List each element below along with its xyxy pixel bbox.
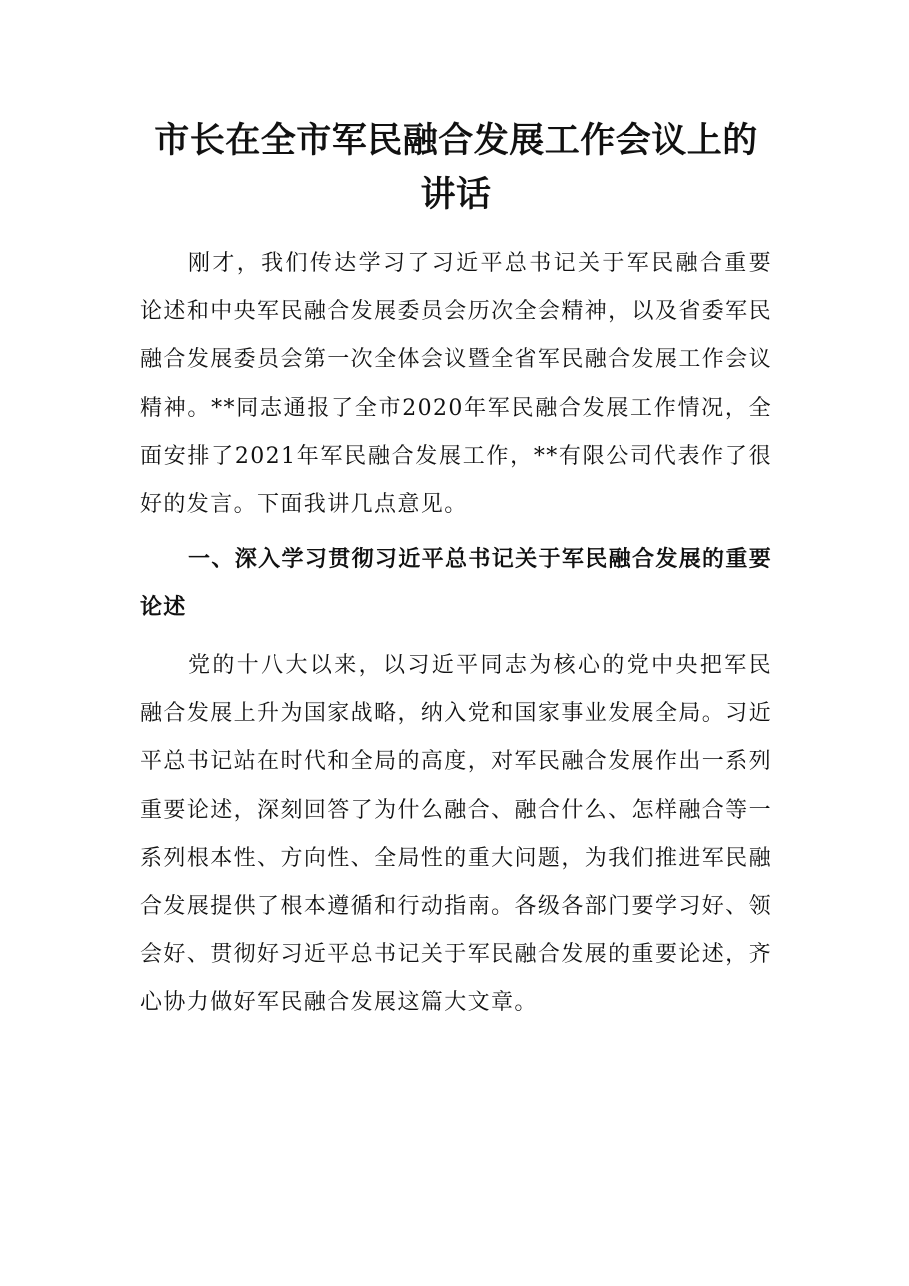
- section-1-paragraph: 党的十八大以来，以习近平同志为核心的党中央把军民融合发展上升为国家战略，纳入党和国家事业发展全局。习近平总书记站在时代和全局的高度，对军民融合发展作出一系列重要论述，深刻回答了为什么融合、融合什么、怎样融合等一系列根本性、方向性、全局性的重大问题，为我们推进军民融合发展提供了根本遵循和行动指南。各级各部门要学习好、领会好、贯彻好习近平总书记关于军民融合发展的重要论述，齐心协力做好军民融合发展这篇大文章。: [140, 653, 772, 1016]
- section-1-heading: 一、深入学习贯彻习近平总书记关于军民融合发展的重要论述: [140, 547, 772, 620]
- document-title: 市长在全市军民融合发展工作会议上的讲话: [154, 120, 758, 215]
- intro-paragraph: 刚才，我们传达学习了习近平总书记关于军民融合重要论述和中央军民融合发展委员会历次全会精神，以及省委军民融合发展委员会第一次全体会议暨全省军民融合发展工作会议精神。**同志通报了全市2020年军民融合发展工作情况，全面安排了2021年军民融合发展工作，**有限公司代表作了很好的发言。下面我讲几点意见。: [140, 251, 772, 518]
